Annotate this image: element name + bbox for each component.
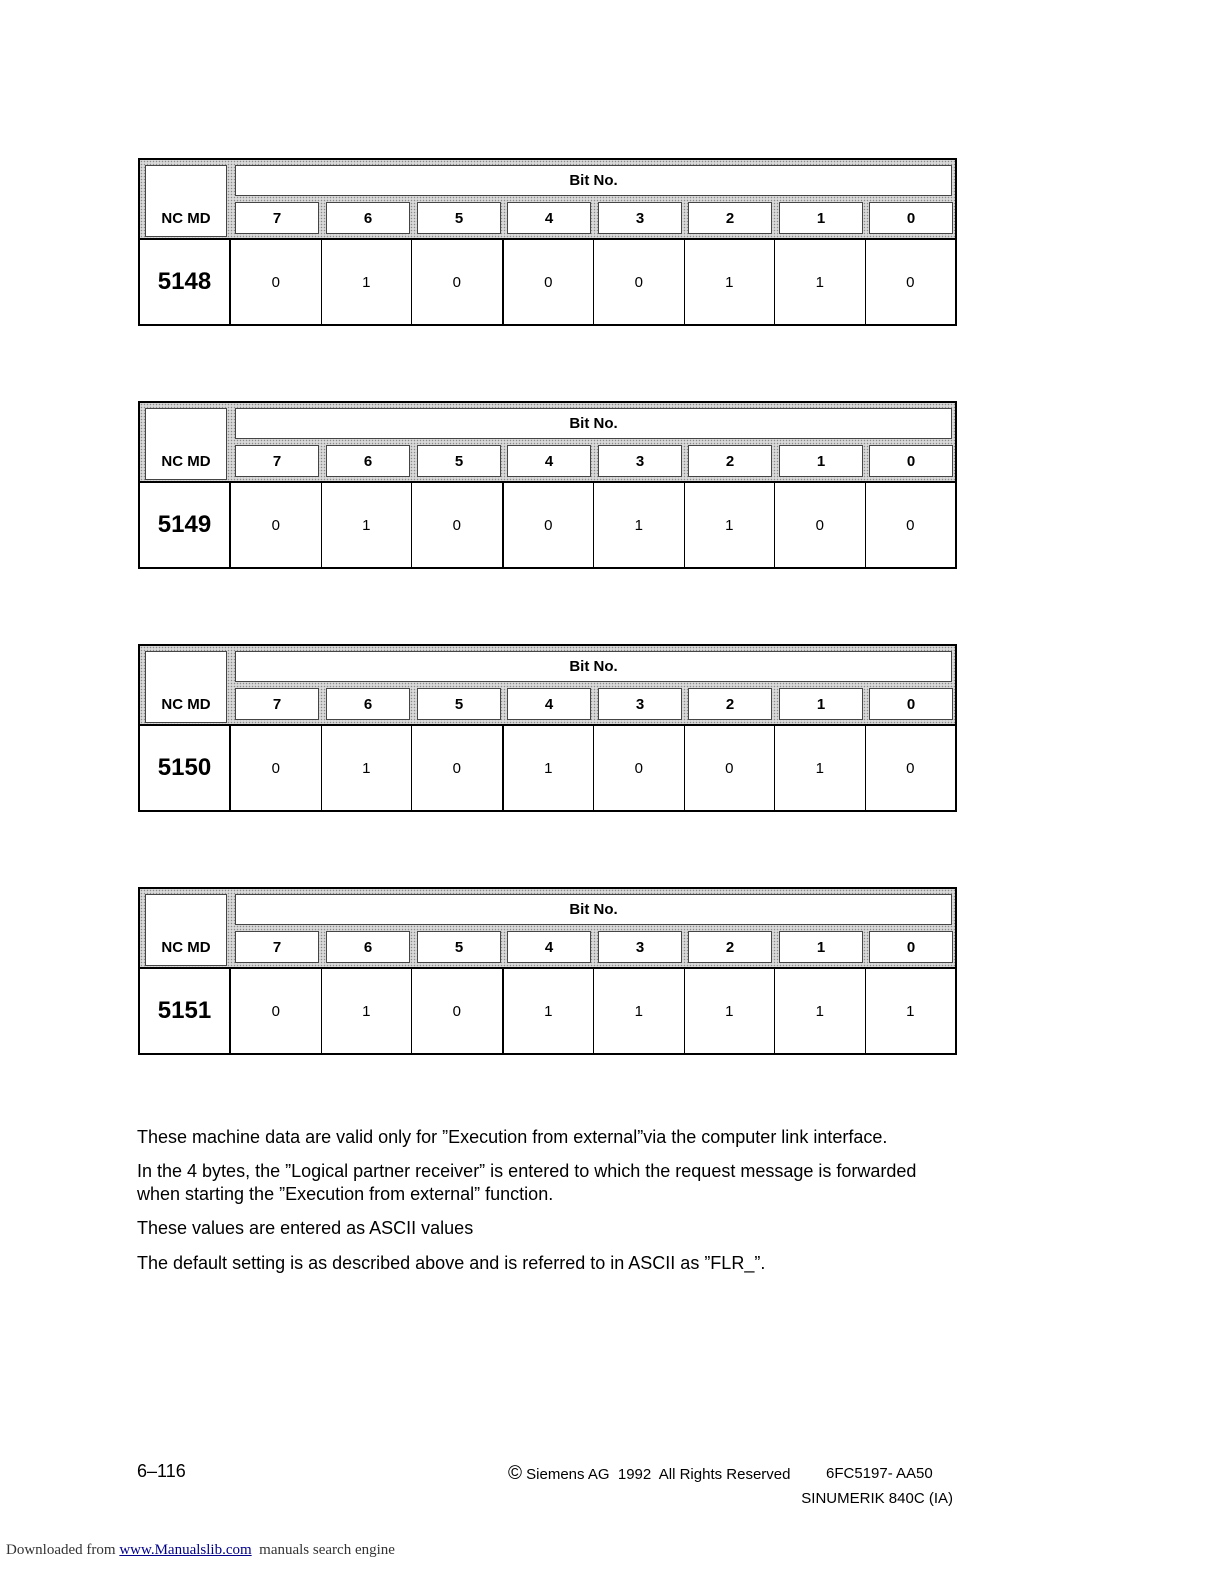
bit-label-1: 1 xyxy=(779,931,863,963)
bit-label-5: 5 xyxy=(417,931,501,963)
bit-label-3: 3 xyxy=(598,202,682,234)
bit-value-4: 0 xyxy=(502,240,594,324)
bit-value-1: 1 xyxy=(774,969,865,1053)
bit-value-6: 1 xyxy=(321,483,412,567)
bit-no-label: Bit No. xyxy=(235,894,952,925)
bit-value-1: 1 xyxy=(774,240,865,324)
bit-value-6: 1 xyxy=(321,726,412,810)
bit-label-3: 3 xyxy=(598,445,682,477)
page-number: 6–116 xyxy=(137,1461,186,1481)
bit-label-7: 7 xyxy=(235,202,319,234)
bit-label-1: 1 xyxy=(779,688,863,720)
bit-value-7: 0 xyxy=(271,1002,280,1020)
md-table-5150 xyxy=(138,644,957,812)
nc-md-label: NC MD xyxy=(145,651,227,723)
bit-value-7: 0 xyxy=(271,516,280,534)
download-suffix: manuals search engine xyxy=(251,1542,395,1558)
bit-value-0: 0 xyxy=(865,483,956,567)
bit-label-0: 0 xyxy=(869,202,953,234)
bit-value-3: 1 xyxy=(593,969,684,1053)
md-table-header xyxy=(140,403,955,483)
bit-value-5: 0 xyxy=(411,240,502,324)
bit-label-1: 1 xyxy=(779,445,863,477)
bit-value-2: 1 xyxy=(684,483,775,567)
bit-label-6: 6 xyxy=(326,445,410,477)
document-number: 6FC5197- AA50 xyxy=(826,1465,933,1482)
bit-label-6: 6 xyxy=(326,202,410,234)
bit-value-2: 0 xyxy=(684,726,775,810)
bit-label-7: 7 xyxy=(235,688,319,720)
bit-label-3: 3 xyxy=(598,931,682,963)
download-note xyxy=(6,1542,395,1559)
bit-label-2: 2 xyxy=(688,931,772,963)
bit-label-5: 5 xyxy=(417,688,501,720)
bit-label-6: 6 xyxy=(326,931,410,963)
bit-value-3: 0 xyxy=(593,240,684,324)
bit-label-5: 5 xyxy=(417,445,501,477)
md-table-5148 xyxy=(138,158,957,326)
bit-label-4: 4 xyxy=(507,445,591,477)
paragraph-validity: These machine data are valid only for ”Execution from external”via the computer link interface. xyxy=(137,1127,888,1147)
bit-label-0: 0 xyxy=(869,445,953,477)
md-table-row xyxy=(140,969,955,1053)
bit-value-6: 1 xyxy=(321,969,412,1053)
bit-label-6: 6 xyxy=(326,688,410,720)
bit-value-5: 0 xyxy=(411,969,502,1053)
bit-value-5: 0 xyxy=(411,726,502,810)
bit-value-5: 0 xyxy=(411,483,502,567)
bit-value-3: 1 xyxy=(593,483,684,567)
bit-label-2: 2 xyxy=(688,202,772,234)
bit-label-4: 4 xyxy=(507,202,591,234)
bit-value-0: 1 xyxy=(865,969,956,1053)
md-number: 5150 xyxy=(140,726,231,810)
bit-value-4: 0 xyxy=(502,483,594,567)
bit-value-2: 1 xyxy=(684,969,775,1053)
copyright-notice xyxy=(508,1463,790,1485)
bit-label-7: 7 xyxy=(235,931,319,963)
paragraph-ascii-values: These values are entered as ASCII values xyxy=(137,1218,474,1238)
bit-label-7: 7 xyxy=(235,445,319,477)
bit-label-5: 5 xyxy=(417,202,501,234)
bit-label-0: 0 xyxy=(869,931,953,963)
md-number: 5151 xyxy=(140,969,231,1053)
bit-value-1: 1 xyxy=(774,726,865,810)
manualslib-link[interactable]: www.Manualslib.com xyxy=(119,1542,252,1558)
bit-value-0: 0 xyxy=(865,240,956,324)
bit-no-label: Bit No. xyxy=(235,408,952,439)
md-table-header xyxy=(140,889,955,969)
bit-label-2: 2 xyxy=(688,445,772,477)
bit-value-4: 1 xyxy=(502,969,594,1053)
bit-label-3: 3 xyxy=(598,688,682,720)
md-number: 5148 xyxy=(140,240,231,324)
copyright-text: Siemens AG 1992 All Rights Reserved xyxy=(522,1466,791,1483)
bit-label-1: 1 xyxy=(779,202,863,234)
bit-value-4: 1 xyxy=(502,726,594,810)
bit-value-2: 1 xyxy=(684,240,775,324)
bit-value-0: 0 xyxy=(865,726,956,810)
md-table-5149 xyxy=(138,401,957,569)
nc-md-label: NC MD xyxy=(145,165,227,237)
md-table-row xyxy=(140,483,955,567)
md-table-row xyxy=(140,240,955,324)
bit-value-7: 0 xyxy=(271,273,280,291)
copyright-icon: © xyxy=(508,1463,522,1484)
bit-value-7: 0 xyxy=(271,759,280,777)
md-table-5151 xyxy=(138,887,957,1055)
product-name: SINUMERIK 840C (IA) xyxy=(801,1490,953,1507)
paragraph-default-setting: The default setting is as described above and is referred to in ASCII as ”FLR_”. xyxy=(137,1253,766,1273)
bit-no-label: Bit No. xyxy=(235,651,952,682)
bit-no-label: Bit No. xyxy=(235,165,952,196)
md-table-row xyxy=(140,726,955,810)
bit-label-4: 4 xyxy=(507,931,591,963)
bit-label-4: 4 xyxy=(507,688,591,720)
bit-value-1: 0 xyxy=(774,483,865,567)
download-prefix: Downloaded from xyxy=(6,1542,120,1558)
paragraph-logical-partner: In the 4 bytes, the ”Logical partner receiver” is entered to which the request message is forwarded when starting the ”Execution from external” function. xyxy=(137,1161,917,1204)
md-table-header xyxy=(140,646,955,726)
md-table-header xyxy=(140,160,955,240)
bit-value-6: 1 xyxy=(321,240,412,324)
md-number: 5149 xyxy=(140,483,231,567)
nc-md-label: NC MD xyxy=(145,894,227,966)
bit-label-0: 0 xyxy=(869,688,953,720)
nc-md-label: NC MD xyxy=(145,408,227,480)
bit-value-3: 0 xyxy=(593,726,684,810)
bit-label-2: 2 xyxy=(688,688,772,720)
